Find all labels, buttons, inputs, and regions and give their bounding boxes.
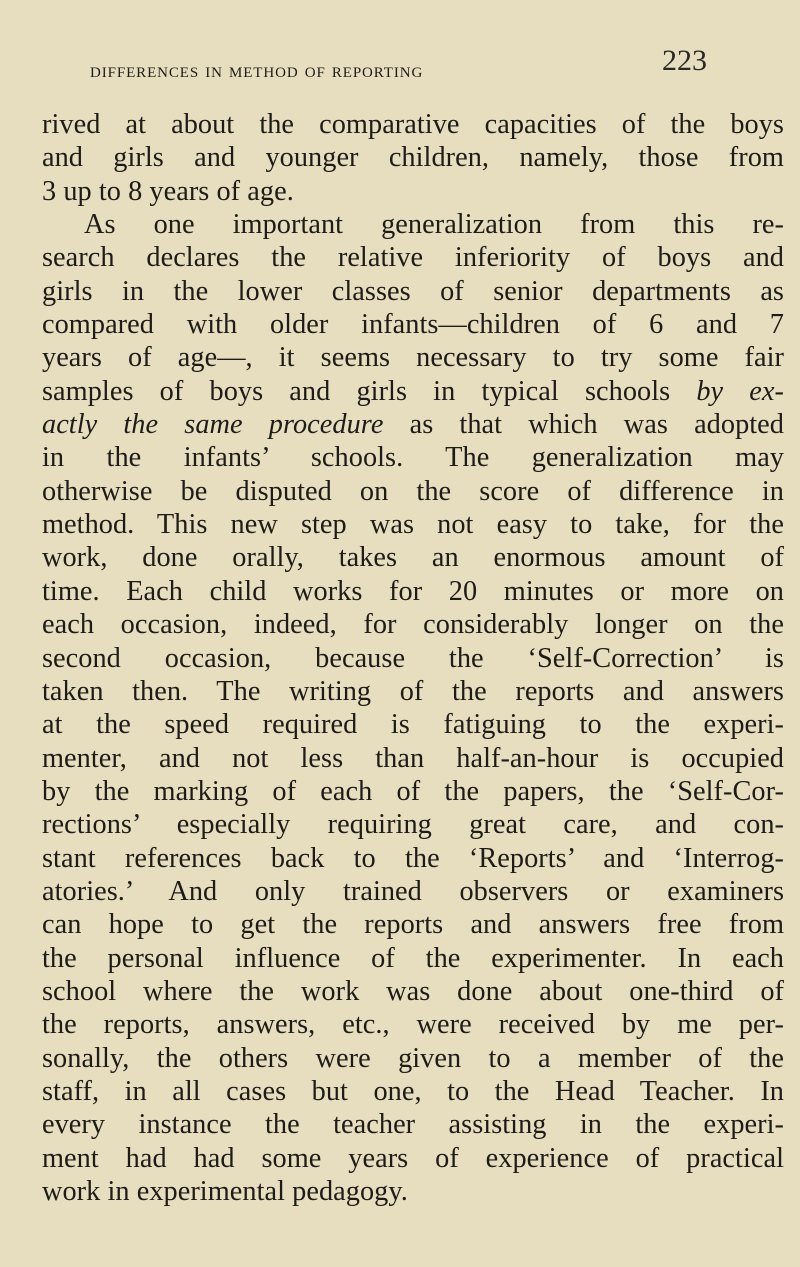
text-line: taken then. The writing of the reports and answers (42, 675, 784, 707)
text-line: otherwise be disputed on the score of difference in (42, 475, 784, 507)
text-line: and girls and younger children, namely, those from (42, 142, 784, 174)
text-line: every instance the teacher assisting in the experi- (42, 1109, 784, 1141)
text-line: second occasion, because the ‘Self-Correction’ is (42, 642, 784, 674)
text-line: the reports, answers, etc., were received by me per- (42, 1009, 784, 1041)
text-line: work, done orally, takes an enormous amount of (42, 542, 784, 574)
text-segment: samples of boys and girls in typical schools (42, 375, 697, 407)
text-line: compared with older infants—children of 6 and 7 (42, 309, 784, 341)
text-line-with-italic (42, 375, 784, 408)
text-line: search declares the relative inferiority of boys and (42, 242, 784, 274)
text-line: in the infants’ schools. The generalization may (42, 442, 784, 474)
text-line: sonally, the others were given to a member of the (42, 1042, 784, 1074)
text-line: by the marking of each of the papers, the ‘Self-Cor- (42, 775, 784, 807)
text-line: 3 up to 8 years of age. (42, 175, 294, 207)
text-line: menter, and not less than half-an-hour is occupied (42, 742, 784, 774)
text-line-with-italic (42, 408, 784, 441)
text-line: ment had had some years of experience of practical (42, 1142, 784, 1174)
running-head: differences in method of reporting (90, 58, 424, 82)
text-line: time. Each child works for 20 minutes or more on (42, 575, 784, 607)
text-line: rived at about the comparative capacities of the boys (42, 109, 784, 140)
text-line: each occasion, indeed, for considerably longer on the (42, 609, 784, 641)
text-segment: as that which was adopted (383, 409, 784, 441)
text-line: atories.’ And only trained observers or examiners (42, 875, 784, 907)
body-text (42, 108, 784, 1208)
paragraph-end-line: work in experimental pedagogy. (42, 1176, 408, 1207)
text-line: method. This new step was not easy to take, for the (42, 509, 784, 541)
text-line: girls in the lower classes of senior departments as (42, 275, 784, 307)
text-line: can hope to get the reports and answers free from (42, 909, 784, 941)
text-line: rections’ especially requiring great care, and con- (42, 809, 784, 841)
page-number: 223 (662, 44, 707, 77)
text-line: staff, in all cases but one, to the Head Teacher. In (42, 1075, 784, 1107)
paragraph-start-line: As one important generalization from this re- (84, 209, 784, 241)
text-line: the personal influence of the experimenter. In each (42, 942, 784, 974)
text-line: at the speed required is fatiguing to the experi- (42, 709, 784, 741)
text-line: stant references back to the ‘Reports’ and ‘Interrog- (42, 842, 784, 874)
italic-phrase: actly the same procedure (42, 409, 384, 441)
italic-phrase: by ex- (696, 375, 784, 407)
text-line: years of age—, it seems necessary to try some fair (42, 342, 784, 374)
text-line: school where the work was done about one-third of (42, 975, 784, 1007)
